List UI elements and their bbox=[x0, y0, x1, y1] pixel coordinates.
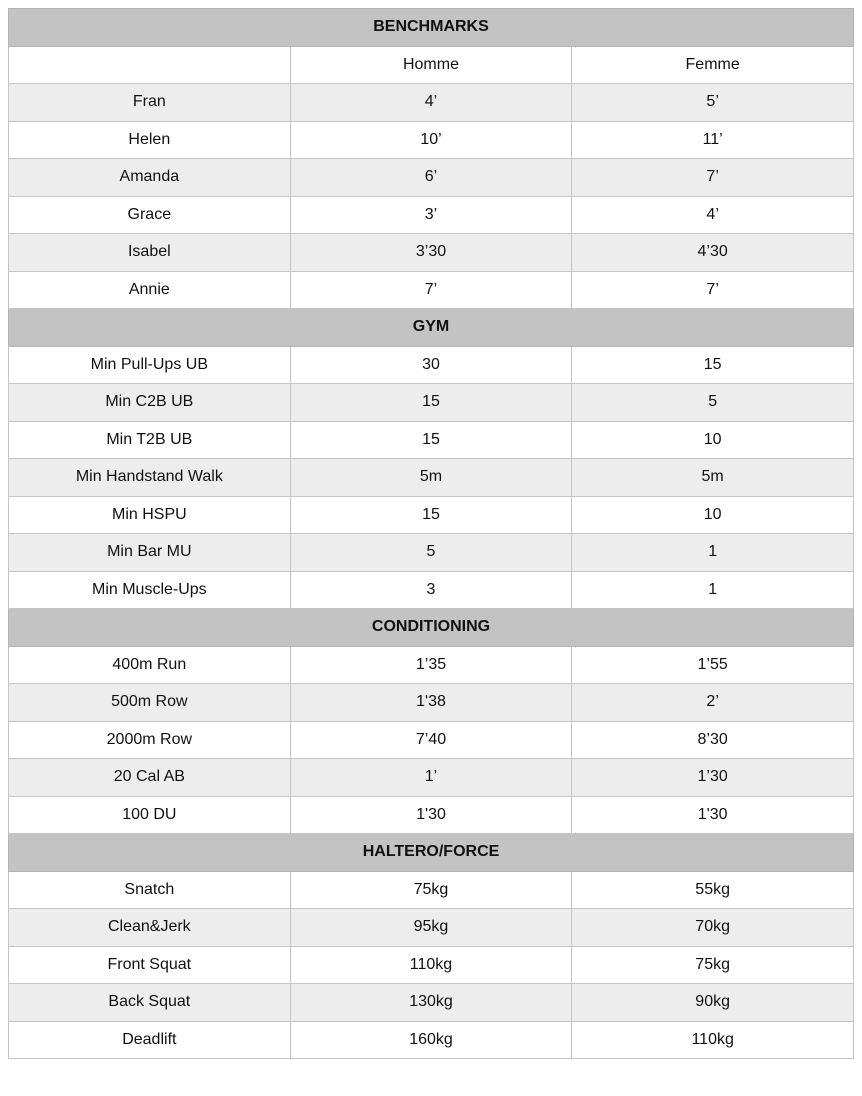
femme-value: 1'30 bbox=[572, 796, 854, 834]
homme-value: 15 bbox=[290, 496, 572, 534]
homme-value: 1’35 bbox=[290, 646, 572, 684]
row-label: 100 DU bbox=[9, 796, 291, 834]
table-row bbox=[9, 84, 854, 122]
homme-value: 7’ bbox=[290, 271, 572, 309]
row-label: Amanda bbox=[9, 159, 291, 197]
row-label: Isabel bbox=[9, 234, 291, 272]
homme-value: 15 bbox=[290, 421, 572, 459]
femme-value: 1 bbox=[572, 534, 854, 572]
homme-value: 3’ bbox=[290, 196, 572, 234]
table-row bbox=[9, 646, 854, 684]
femme-value: 15 bbox=[572, 346, 854, 384]
homme-value: 5m bbox=[290, 459, 572, 497]
femme-value: 5m bbox=[572, 459, 854, 497]
row-label: 2000m Row bbox=[9, 721, 291, 759]
row-label: 400m Run bbox=[9, 646, 291, 684]
row-label: 500m Row bbox=[9, 684, 291, 722]
table-row bbox=[9, 571, 854, 609]
homme-value: 3 bbox=[290, 571, 572, 609]
table-row bbox=[9, 384, 854, 422]
row-label: 20 Cal AB bbox=[9, 759, 291, 797]
homme-value: 5 bbox=[290, 534, 572, 572]
table-row bbox=[9, 534, 854, 572]
table-row bbox=[9, 759, 854, 797]
femme-value: 4’30 bbox=[572, 234, 854, 272]
homme-value: 75kg bbox=[290, 871, 572, 909]
row-label: Min Bar MU bbox=[9, 534, 291, 572]
table-row bbox=[9, 159, 854, 197]
row-label: Min Pull-Ups UB bbox=[9, 346, 291, 384]
table-row bbox=[9, 346, 854, 384]
section-header-conditioning bbox=[9, 609, 854, 647]
femme-value: 90kg bbox=[572, 984, 854, 1022]
column-header-empty bbox=[9, 46, 291, 84]
homme-value: 95kg bbox=[290, 909, 572, 947]
femme-value: 110kg bbox=[572, 1021, 854, 1059]
table-row bbox=[9, 984, 854, 1022]
benchmarks-sheet bbox=[8, 8, 854, 1059]
homme-value: 1'38 bbox=[290, 684, 572, 722]
section-title: BENCHMARKS bbox=[9, 9, 854, 47]
homme-value: 30 bbox=[290, 346, 572, 384]
table-row bbox=[9, 871, 854, 909]
row-label: Front Squat bbox=[9, 946, 291, 984]
row-label: Deadlift bbox=[9, 1021, 291, 1059]
homme-value: 6’ bbox=[290, 159, 572, 197]
row-label: Min T2B UB bbox=[9, 421, 291, 459]
femme-value: 1 bbox=[572, 571, 854, 609]
femme-value: 1’55 bbox=[572, 646, 854, 684]
femme-value: 1’30 bbox=[572, 759, 854, 797]
table-row bbox=[9, 684, 854, 722]
femme-value: 75kg bbox=[572, 946, 854, 984]
homme-value: 160kg bbox=[290, 1021, 572, 1059]
table-row bbox=[9, 459, 854, 497]
section-header-benchmarks bbox=[9, 9, 854, 47]
femme-value: 11’ bbox=[572, 121, 854, 159]
homme-value: 110kg bbox=[290, 946, 572, 984]
homme-value: 3’30 bbox=[290, 234, 572, 272]
row-label: Grace bbox=[9, 196, 291, 234]
section-title: HALTERO/FORCE bbox=[9, 834, 854, 872]
section-header-haltero-force bbox=[9, 834, 854, 872]
row-label: Back Squat bbox=[9, 984, 291, 1022]
table-row bbox=[9, 234, 854, 272]
femme-value: 2’ bbox=[572, 684, 854, 722]
row-label: Fran bbox=[9, 84, 291, 122]
section-title: CONDITIONING bbox=[9, 609, 854, 647]
table-row bbox=[9, 196, 854, 234]
row-label: Annie bbox=[9, 271, 291, 309]
table-row bbox=[9, 796, 854, 834]
femme-value: 5’ bbox=[572, 84, 854, 122]
femme-value: 5 bbox=[572, 384, 854, 422]
homme-value: 1’ bbox=[290, 759, 572, 797]
row-label: Snatch bbox=[9, 871, 291, 909]
column-header-femme: Femme bbox=[572, 46, 854, 84]
femme-value: 4’ bbox=[572, 196, 854, 234]
femme-value: 8’30 bbox=[572, 721, 854, 759]
homme-value: 130kg bbox=[290, 984, 572, 1022]
column-header-homme: Homme bbox=[290, 46, 572, 84]
homme-value: 7’40 bbox=[290, 721, 572, 759]
femme-value: 55kg bbox=[572, 871, 854, 909]
table-row bbox=[9, 496, 854, 534]
row-label: Min Muscle-Ups bbox=[9, 571, 291, 609]
section-header-gym bbox=[9, 309, 854, 347]
row-label: Min HSPU bbox=[9, 496, 291, 534]
homme-value: 1'30 bbox=[290, 796, 572, 834]
row-label: Min C2B UB bbox=[9, 384, 291, 422]
table-row bbox=[9, 421, 854, 459]
section-title: GYM bbox=[9, 309, 854, 347]
benchmarks-table bbox=[8, 8, 854, 1059]
femme-value: 70kg bbox=[572, 909, 854, 947]
homme-value: 10’ bbox=[290, 121, 572, 159]
table-row bbox=[9, 271, 854, 309]
row-label: Clean&Jerk bbox=[9, 909, 291, 947]
femme-value: 7’ bbox=[572, 271, 854, 309]
table-row bbox=[9, 121, 854, 159]
homme-value: 15 bbox=[290, 384, 572, 422]
femme-value: 7’ bbox=[572, 159, 854, 197]
row-label: Min Handstand Walk bbox=[9, 459, 291, 497]
row-label: Helen bbox=[9, 121, 291, 159]
column-header-row bbox=[9, 46, 854, 84]
table-row bbox=[9, 721, 854, 759]
femme-value: 10 bbox=[572, 496, 854, 534]
table-row bbox=[9, 909, 854, 947]
table-row bbox=[9, 946, 854, 984]
homme-value: 4’ bbox=[290, 84, 572, 122]
table-row bbox=[9, 1021, 854, 1059]
femme-value: 10 bbox=[572, 421, 854, 459]
